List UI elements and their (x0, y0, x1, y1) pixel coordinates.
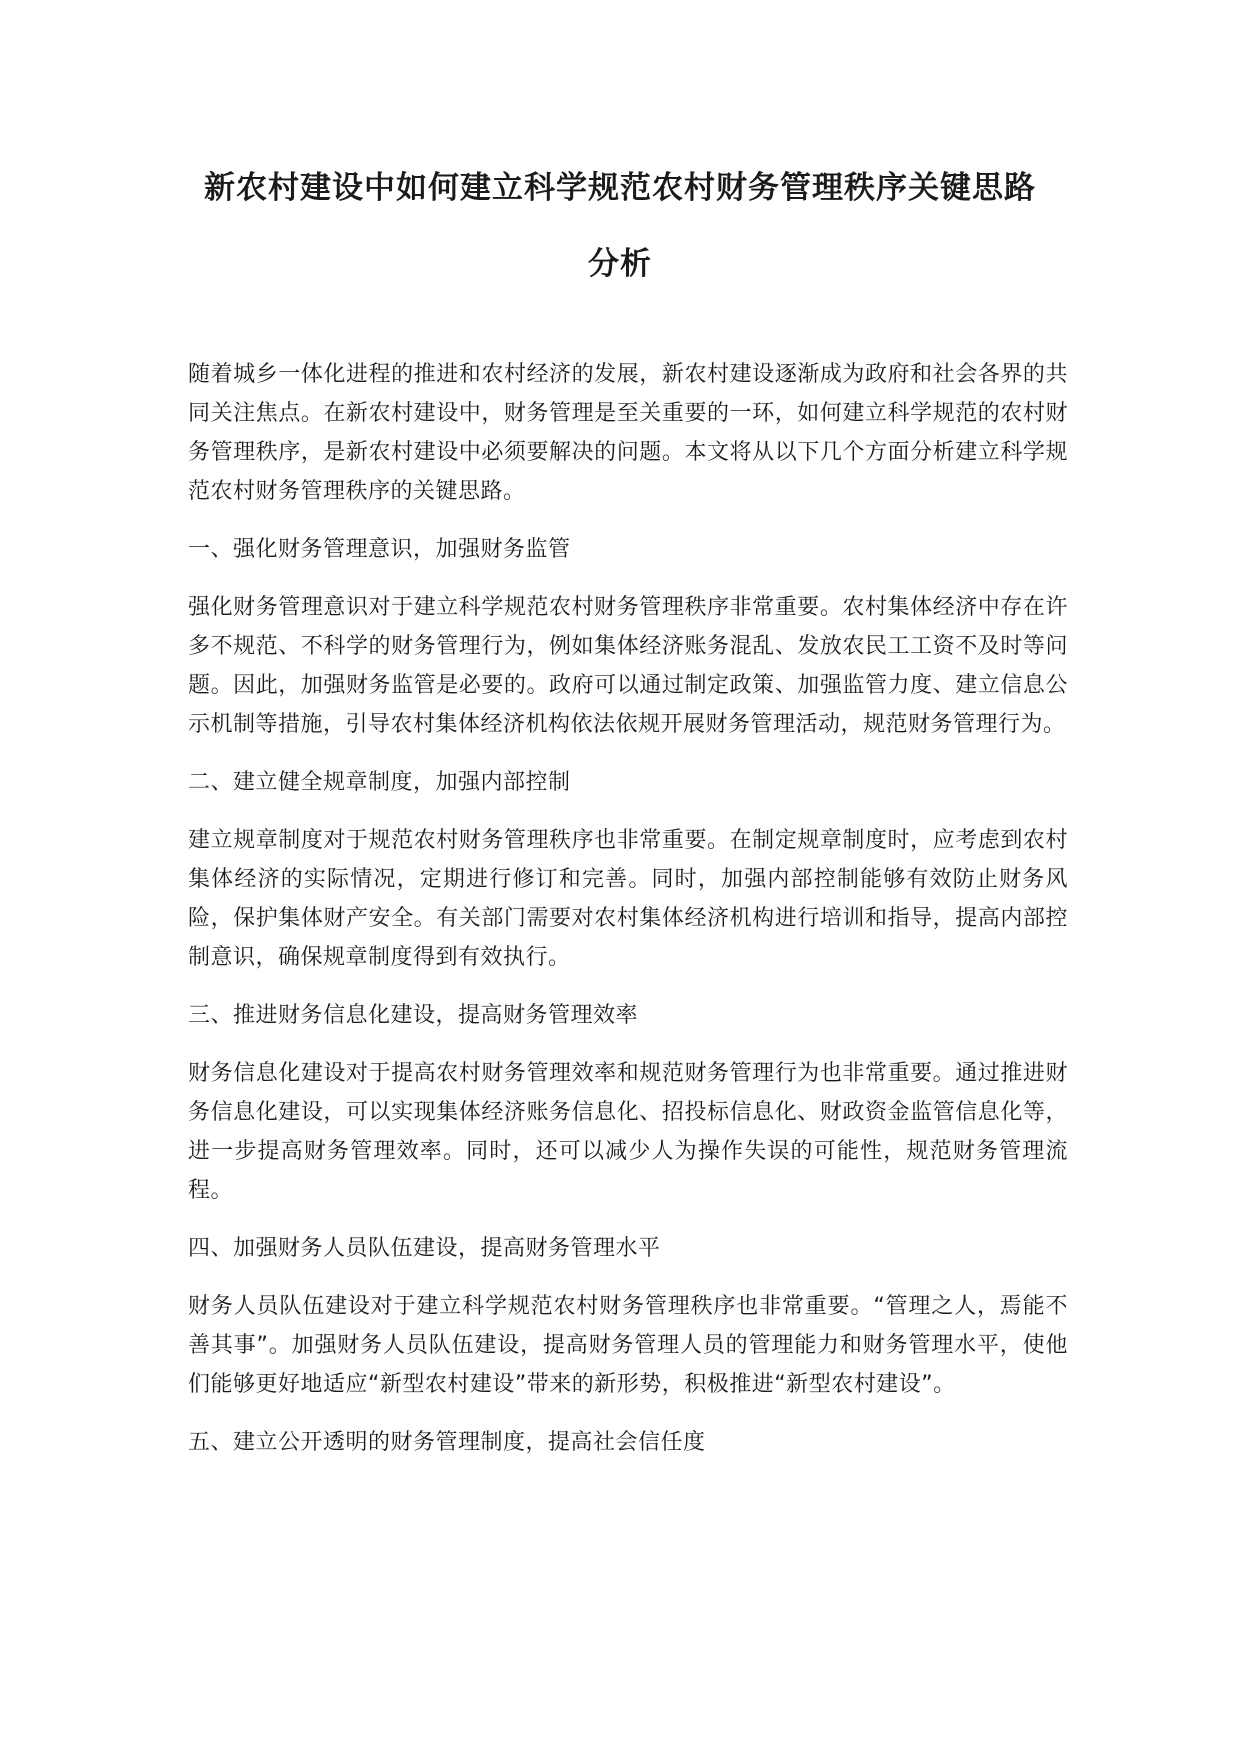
section-paragraph-3: 财务信息化建设对于提高农村财务管理效率和规范财务管理行为也非常重要。通过推进财务信息化建设，可以实现集体经济账务信息化、招投标信息化、财政资金监管信息化等，进一步提高财务管理效率。同时，还可以减少人为操作失误的可能性，规范财务管理流程。 (188, 1061, 1068, 1203)
section-paragraph-1: 强化财务管理意识对于建立科学规范农村财务管理秩序非常重要。农村集体经济中存在许多不规范、不科学的财务管理行为，例如集体经济账务混乱、发放农民工工资不及时等问题。因此，加强财务监管是必要的。政府可以通过制定政策、加强监管力度、建立信息公示机制等措施，引导农村集体经济机构依法依规开展财务管理活动，规范财务管理行为。 (188, 595, 1068, 737)
document-body (188, 355, 1068, 1481)
section-heading-1: 一、强化财务管理意识，加强财务监管 (188, 537, 571, 562)
section-paragraph-4: 财务人员队伍建设对于建立科学规范农村财务管理秩序也非常重要。“管理之人，焉能不善其事”。加强财务人员队伍建设，提高财务管理人员的管理能力和财务管理水平，使他们能够更好地适应“新型农村建设”带来的新形势，积极推进“新型农村建设”。 (188, 1294, 1068, 1397)
section-heading-2: 二、建立健全规章制度，加强内部控制 (188, 770, 571, 795)
intro-paragraph: 随着城乡一体化进程的推进和农村经济的发展，新农村建设逐渐成为政府和社会各界的共同关注焦点。在新农村建设中，财务管理是至关重要的一环，如何建立科学规范的农村财务管理秩序，是新农村建设中必须要解决的问题。本文将从以下几个方面分析建立科学规范农村财务管理秩序的关键思路。 (188, 362, 1068, 504)
section-paragraph-2: 建立规章制度对于规范农村财务管理秩序也非常重要。在制定规章制度时，应考虑到农村集体经济的实际情况，定期进行修订和完善。同时，加强内部控制能够有效防止财务风险，保护集体财产安全。有关部门需要对农村集体经济机构进行培训和指导，提高内部控制意识，确保规章制度得到有效执行。 (188, 828, 1068, 970)
section-heading-4: 四、加强财务人员队伍建设，提高财务管理水平 (188, 1236, 661, 1261)
document-title: 新农村建设中如何建立科学规范农村财务管理秩序关键思路分析 (204, 170, 1036, 282)
section-heading-3: 三、推进财务信息化建设，提高财务管理效率 (188, 1003, 639, 1028)
section-heading-5: 五、建立公开透明的财务管理制度，提高社会信任度 (188, 1430, 706, 1455)
